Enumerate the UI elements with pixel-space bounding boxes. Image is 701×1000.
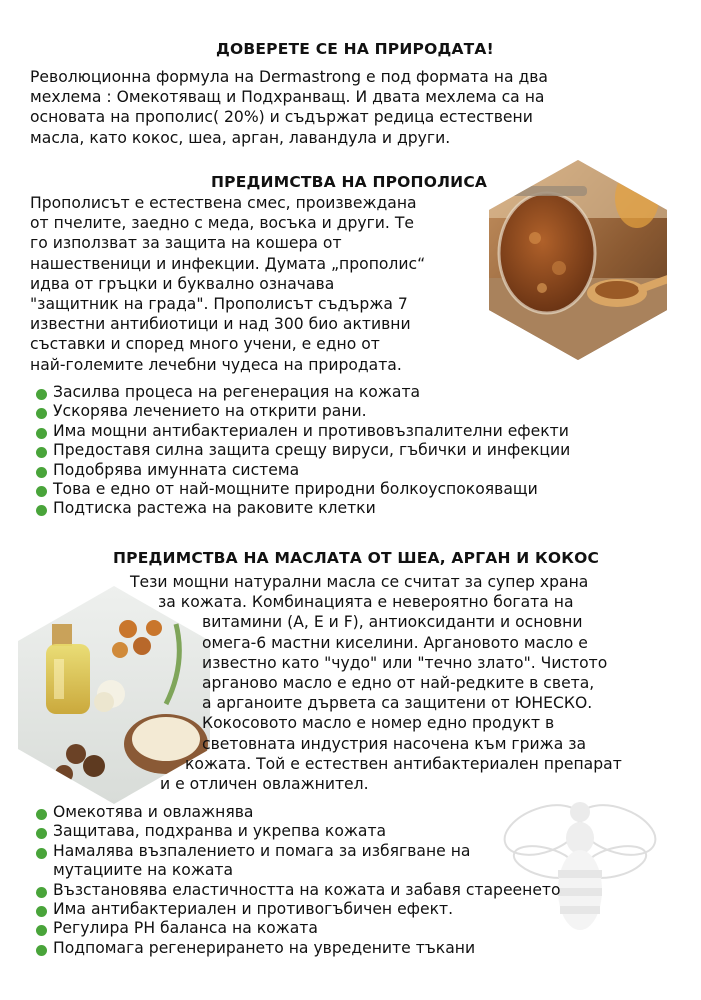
list-item	[34, 881, 561, 900]
bullet-dot	[36, 848, 47, 859]
trust-heading: ДОВЕРЕТЕ СЕ НА ПРИРОДАТА!	[216, 40, 494, 58]
text-line: мехлема : Омекотяващ и Подхранващ. И двата мехлема са на	[30, 88, 545, 107]
list-item-text: Засилва процеса на регенерация на кожата	[53, 383, 421, 401]
text-line: и е отличен овлажнител.	[160, 775, 369, 794]
bullet-dot	[36, 447, 47, 458]
bullet-dot	[36, 906, 47, 917]
text-line: нашественици и инфекции. Думата „прополис“	[30, 254, 426, 273]
list-item	[34, 919, 561, 938]
bullet-dot	[36, 945, 47, 956]
list-item-text: Възстановява еластичността на кожата и забавя стареенето	[53, 880, 561, 899]
list-item-text: Регулира PH баланса на кожата	[53, 919, 318, 938]
bullet-dot	[36, 467, 47, 478]
oils-benefits-list	[34, 803, 561, 958]
text-line: за кожата. Комбинацията е невероятно богата на	[158, 593, 574, 612]
text-line: "защитник на града". Прополисът съдържа 7	[30, 295, 408, 314]
list-item	[34, 842, 561, 861]
text-line: го използват за защита на кошера от	[30, 234, 342, 253]
bullet-dot	[36, 887, 47, 898]
text-line: масла, като кокос, шеа, арган, лавандула и други.	[30, 128, 451, 147]
list-item-text: Подпомага регенерирането на увредените тъкани	[53, 938, 476, 957]
text-line: най-големите лечебни чудеса на природата.	[30, 355, 402, 374]
bullet-dot	[36, 828, 47, 839]
propolis-paragraph	[30, 193, 425, 375]
bullet-dot	[36, 505, 47, 516]
propolis-benefits-list	[34, 383, 570, 519]
list-item-text: Има мощни антибактериален и противовъзпалителни ефекти	[53, 421, 569, 440]
text-line: Революционна формула на Dermastrong е под формата на два	[30, 68, 548, 86]
text-line: кожата. Той е естествен антибактериален препарат	[185, 754, 622, 773]
list-item	[34, 402, 570, 421]
bullet-dot	[36, 428, 47, 439]
text-line: витамини (А, Е и F), антиоксиданти и основни	[202, 613, 583, 632]
list-item	[34, 499, 570, 518]
list-item	[34, 461, 570, 480]
bullet-dot	[36, 389, 47, 400]
text-line: от пчелите, заедно с меда, восъка и други. Те	[30, 214, 414, 233]
text-line: омега-6 мастни киселини. Аргановото масло е	[202, 633, 588, 652]
bullet-dot	[36, 809, 47, 820]
list-item-text: Защитава, подхранва и укрепва кожата	[53, 822, 387, 841]
propolis-heading: ПРЕДИМСТВА НА ПРОПОЛИСА	[211, 173, 488, 191]
text-line: съставки и според много учени, е едно от	[30, 335, 380, 354]
list-item	[34, 900, 561, 919]
list-item	[34, 822, 561, 841]
list-item-text: мутациите на кожата	[53, 861, 234, 880]
list-item	[34, 939, 561, 958]
list-item-text: Това е едно от най-мощните природни болкоуспокояващи	[53, 480, 538, 499]
bullet-dot	[36, 925, 47, 936]
list-item-text: Предоставя силна защита срещу вируси, гъбички и инфекции	[53, 441, 571, 460]
text-line: известни антибиотици и над 300 био активни	[30, 315, 411, 334]
text-line: Кокосовото масло е номер едно продукт в	[202, 714, 555, 733]
oils-heading: ПРЕДИМСТВА НА МАСЛАТА ОТ ШЕА, АРГАН И КОКОС	[113, 549, 600, 567]
oils-paragraph	[0, 572, 622, 794]
list-item	[34, 441, 570, 460]
text-line: идва от гръцки и буквално означава	[30, 274, 335, 293]
list-item	[34, 480, 570, 499]
text-line: световната индустрия насочена към грижа за	[202, 734, 587, 753]
text-line: известно като "чудо" или "течно злато". Чистото	[202, 653, 608, 672]
trust-paragraph	[30, 67, 548, 148]
text-line: основата на прополис( 20%) и съдържат редица естествени	[30, 108, 533, 127]
list-item	[34, 803, 561, 822]
text-line: Прополисът е естествена смес, произвеждана	[30, 194, 417, 212]
list-item-text: Подобрява имунната система	[53, 460, 300, 479]
list-item-text: Омекотява и овлажнява	[53, 803, 254, 821]
text-line: Тези мощни натурални масла се считат за супер храна	[130, 573, 589, 591]
list-item-text: Ускорява лечението на открити рани.	[53, 402, 367, 421]
list-item-text: Има антибактериален и противогъбичен ефект.	[53, 900, 454, 919]
list-item-text: Подтиска растежа на раковите клетки	[53, 499, 376, 518]
text-line: а арганоите дървета са защитени от ЮНЕСКО.	[202, 694, 593, 713]
bullet-dot	[36, 408, 47, 419]
list-item	[34, 422, 570, 441]
text-line: арганово масло е едно от най-редките в света,	[202, 674, 595, 693]
list-item	[34, 861, 561, 880]
list-item	[34, 383, 570, 402]
list-item-text: Намалява възпалението и помага за избягване на	[53, 841, 471, 860]
bullet-dot	[36, 486, 47, 497]
propolis-jar-photo	[487, 158, 669, 362]
